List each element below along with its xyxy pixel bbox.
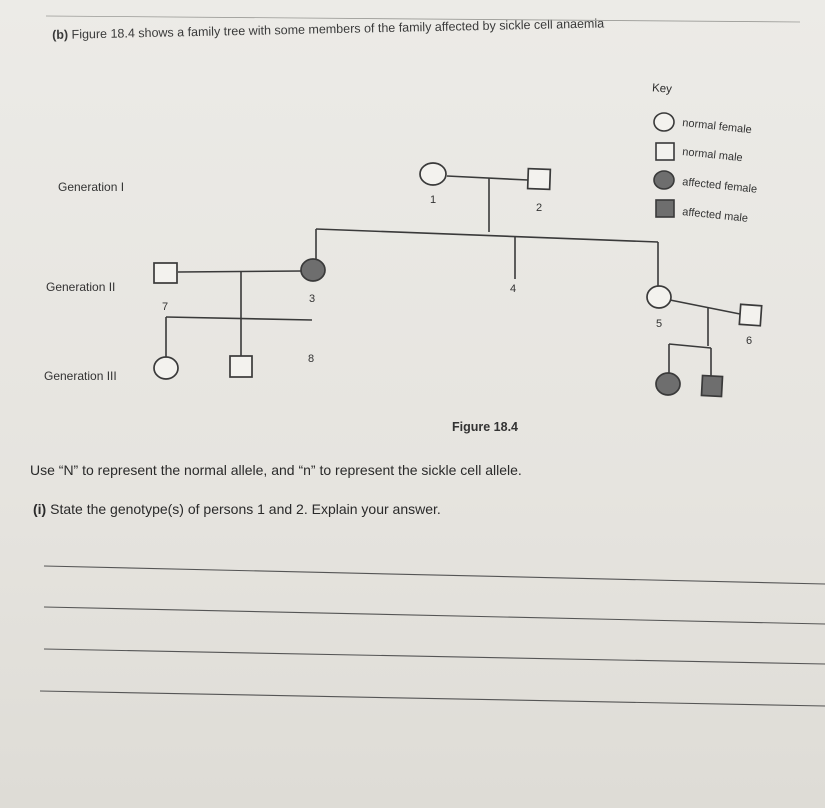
generation-3-label: Generation III bbox=[44, 369, 117, 383]
key-title: Key bbox=[651, 82, 673, 96]
person-number-1: 1 bbox=[430, 194, 437, 206]
figure-caption: Figure 18.4 bbox=[452, 420, 518, 434]
key-normal-male-symbol bbox=[656, 143, 674, 160]
gen3-affected-female bbox=[656, 373, 680, 395]
person-2-normal-male bbox=[528, 169, 551, 190]
person-6-normal-male bbox=[739, 304, 761, 325]
key-normal-male-label: normal male bbox=[681, 146, 744, 165]
sub-question-i bbox=[33, 501, 441, 517]
gen3-normal-female bbox=[154, 357, 178, 379]
gen3-left-sibling-line bbox=[166, 317, 312, 320]
answer-line-2[interactable] bbox=[44, 607, 825, 624]
gen2-sibling-line bbox=[316, 229, 658, 242]
answer-line-1[interactable] bbox=[44, 566, 825, 584]
intro-text: Figure 18.4 shows a family tree with some members of the family affected by sickle cell anaemia bbox=[71, 16, 605, 42]
key-affected-male-label: affected male bbox=[681, 206, 749, 225]
gen1-marriage-line bbox=[447, 176, 528, 180]
person-3-affected-female bbox=[301, 259, 325, 281]
key-affected-female-label: affected female bbox=[681, 176, 758, 196]
person-number-2: 2 bbox=[536, 202, 543, 214]
gen2-left-marriage-line bbox=[178, 271, 302, 272]
person-number-8: 8 bbox=[308, 353, 315, 365]
answer-line-4[interactable] bbox=[40, 691, 825, 706]
answer-line-3[interactable] bbox=[44, 649, 825, 664]
generation-2-label: Generation II bbox=[46, 280, 116, 294]
person-number-4: 4 bbox=[510, 283, 517, 295]
key-affected-female-symbol bbox=[654, 171, 674, 189]
key-normal-female-label: normal female bbox=[681, 117, 753, 137]
person-1-normal-female bbox=[420, 163, 446, 185]
gen3-affected-male bbox=[701, 375, 722, 396]
generation-1-label: Generation I bbox=[58, 180, 125, 194]
part-label: (b) bbox=[52, 27, 69, 42]
key-normal-female-symbol bbox=[654, 113, 674, 131]
gen3-right-sibling-line bbox=[669, 344, 711, 348]
allele-instruction: Use “N” to represent the normal allele, and “n” to represent the sickle cell allele. bbox=[30, 462, 522, 478]
sub-question-text: State the genotype(s) of persons 1 and 2. Explain your answer. bbox=[50, 501, 441, 517]
person-5-normal-female bbox=[647, 286, 671, 308]
gen3-normal-male bbox=[230, 356, 252, 377]
person-number-3: 3 bbox=[309, 293, 316, 305]
person-7-normal-male bbox=[154, 263, 177, 283]
gen2-right-marriage-line bbox=[670, 300, 740, 314]
person-number-6: 6 bbox=[746, 335, 753, 347]
key-affected-male-symbol bbox=[656, 200, 674, 217]
person-number-7: 7 bbox=[162, 301, 169, 313]
person-number-5: 5 bbox=[656, 318, 663, 330]
top-rule bbox=[46, 16, 800, 22]
sub-question-label: (i) bbox=[33, 501, 47, 517]
